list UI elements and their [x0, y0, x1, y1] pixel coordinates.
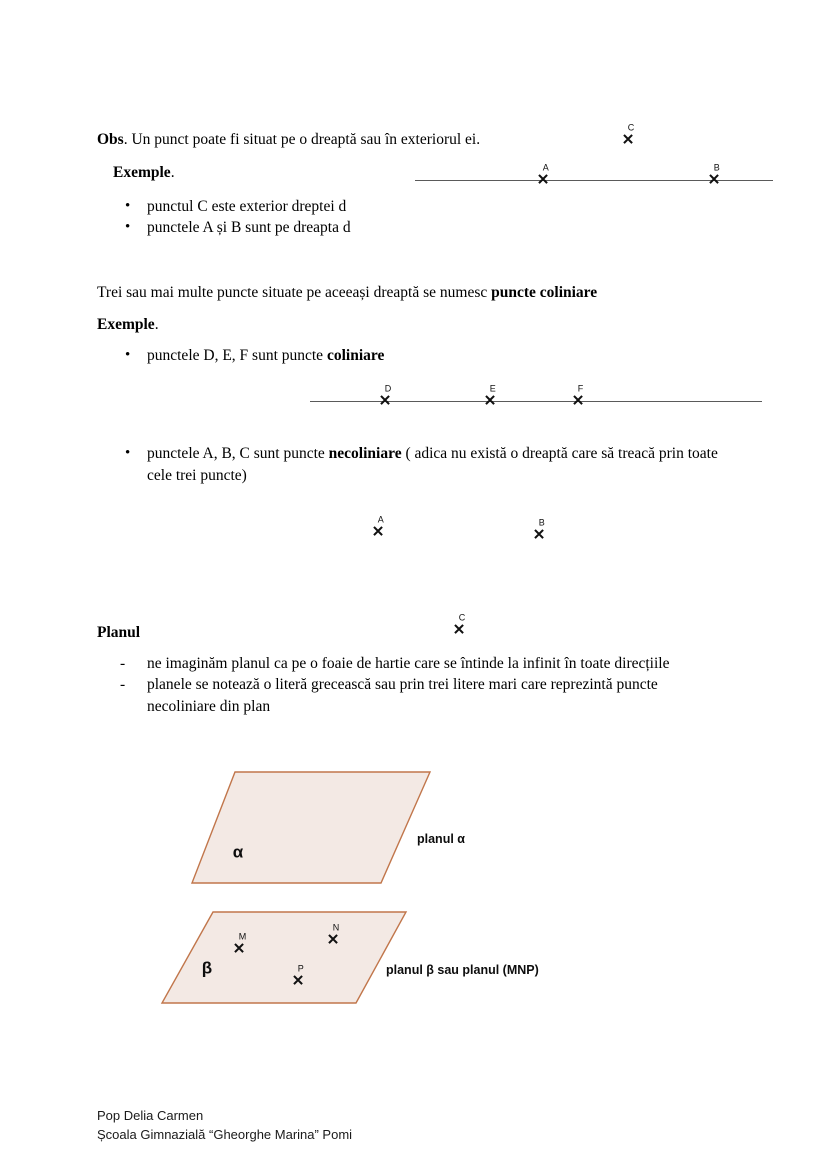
point-c-mark: ✕ C: [621, 122, 635, 149]
obs-exemple-dot: .: [170, 164, 175, 181]
point-f-label: F: [577, 383, 584, 394]
coliniare-bullet-1-plain: punctele D, E, F sunt puncte: [147, 347, 327, 364]
coliniare-bullet-2-plain-b: ( adica nu există o dreaptă care să treacă prin toate cele trei puncte): [147, 445, 718, 484]
coliniare-bullet-2: [147, 443, 740, 486]
plane-beta-letter: β: [201, 958, 213, 978]
point-p-mark: ✕ P: [291, 963, 305, 990]
list-item: [125, 345, 595, 367]
list-item: [125, 443, 740, 486]
obs-paragraph: [97, 129, 480, 150]
dash-icon: -: [120, 676, 126, 693]
point-f-mark: ✕ F: [571, 383, 585, 410]
coliniare-bullet-1: [147, 345, 384, 367]
list-item: [125, 196, 545, 218]
bullet-icon: •: [125, 445, 131, 461]
planul-dash-1: ne imaginăm planul ca pe o foaie de hartie care se întinde la infinit în toate direcțiile: [147, 655, 670, 672]
point-a-mark: ✕ A: [371, 514, 385, 541]
point-c-label: C: [458, 612, 466, 623]
plane-alpha-letter: α: [232, 842, 244, 862]
point-a-mark: ✕ A: [536, 162, 550, 189]
coliniare-bullet-2-plain-a: punctele A, B, C sunt puncte: [147, 445, 329, 462]
point-e-label: E: [489, 383, 496, 394]
obs-bullet-1: punctul C este exterior dreptei d: [147, 198, 347, 215]
point-d-mark: ✕ D: [378, 383, 392, 410]
obs-bullet-2: punctele A și B sunt pe dreapta d: [147, 219, 351, 236]
point-m-label: M: [238, 931, 247, 942]
obs-text: . Un punct poate fi situat pe o dreaptă sau în exteriorul ei.: [123, 131, 481, 148]
point-b-mark: ✕ B: [532, 517, 546, 544]
dash-icon: -: [120, 655, 126, 672]
point-p-label: P: [297, 963, 304, 974]
footer-school: Școala Gimnazială “Gheorghe Marina” Pomi: [97, 1127, 353, 1142]
plane-beta-polygon: [162, 912, 406, 1003]
coliniare-bullet-2-bold: necoliniare: [328, 445, 402, 462]
coliniare-exemple-heading: [97, 314, 159, 335]
plane-beta-shape: [155, 906, 415, 1011]
point-m-mark: ✕ M: [232, 931, 247, 958]
bullet-icon: •: [125, 219, 131, 235]
point-b-mark: ✕ B: [707, 162, 721, 189]
list-item: [120, 674, 720, 717]
list-item: [120, 653, 730, 675]
coliniare-exemple-dot: .: [154, 316, 159, 333]
point-n-mark: ✕ N: [326, 922, 340, 949]
obs-label: Obs: [97, 131, 124, 148]
point-e-mark: ✕ E: [483, 383, 497, 410]
footer-author: Pop Delia Carmen: [97, 1108, 204, 1123]
plane-alpha-polygon: [192, 772, 430, 883]
coliniare-intro-bold: puncte coliniare: [491, 284, 598, 301]
planul-dash-2: planele se notează o literă grecească sau prin trei litere mari care reprezintă puncte necoliniare din plan: [147, 676, 658, 715]
list-item: [125, 217, 545, 239]
point-d-label: D: [384, 383, 392, 394]
point-b-label: B: [538, 517, 545, 528]
point-c-label: C: [627, 122, 635, 133]
point-b-label: B: [713, 162, 720, 173]
point-a-label: A: [377, 514, 384, 525]
obs-exemple-heading: [113, 162, 175, 183]
coliniare-intro-plain: Trei sau mai multe puncte situate pe aceeași dreaptă se numesc: [97, 284, 492, 301]
point-n-label: N: [332, 922, 340, 933]
page-title-planul: Planul: [97, 624, 141, 641]
bullet-icon: •: [125, 198, 131, 214]
coliniare-bullet-1-bold: coliniare: [326, 347, 385, 364]
coliniare-exemple-label: Exemple: [97, 316, 155, 333]
bullet-icon: •: [125, 347, 131, 363]
obs-exemple-label: Exemple: [113, 164, 171, 181]
coliniare-definition: [97, 282, 597, 303]
plane-alpha-caption: planul α: [417, 832, 465, 846]
point-c-mark: ✕ C: [452, 612, 466, 639]
point-a-label: A: [542, 162, 549, 173]
plane-beta-caption: planul β sau planul (MNP): [386, 963, 539, 977]
plane-alpha-shape: [185, 765, 440, 890]
